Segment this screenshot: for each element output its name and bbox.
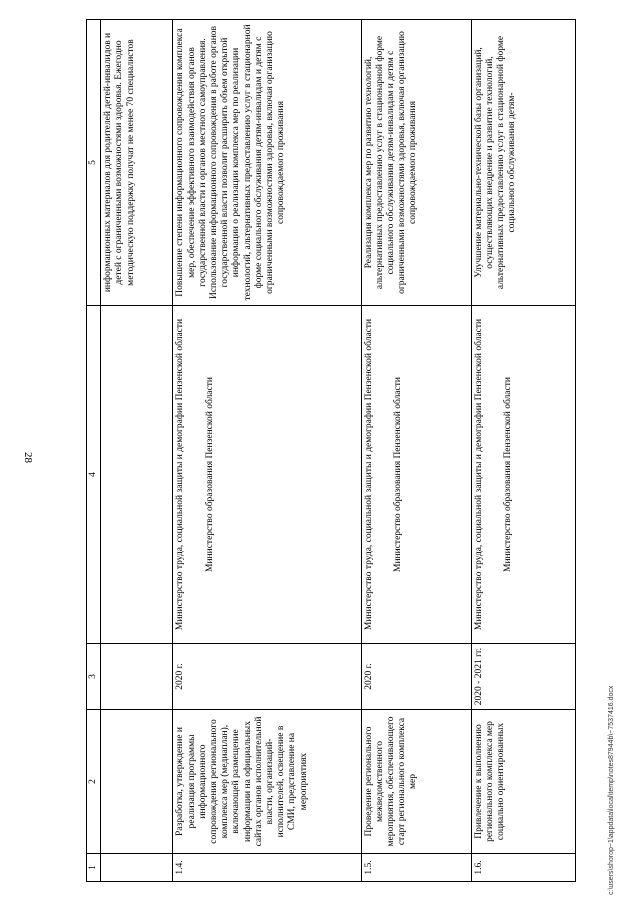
measures-table-container [86,20,576,882]
result-cell: Улучшение материально-технической базы организаций, осуществляющих внедрение и развитие технологий, альтернативных предоставлению услуг в стационарной форме социального обслуживания детям- [471,20,575,306]
column-header-5: 5 [87,20,101,306]
column-header-2: 2 [87,710,101,854]
agency-cell [471,306,575,644]
row-number: 1.4. [173,854,361,882]
column-header-4: 4 [87,306,101,644]
event-cell: Разработка, утверждение и реализация программы информационного сопровождения регионального комплекса мер (медиаплан), включающей размещение информации на официальных сайтах органов исполнительной власти, организаций-исполнителей, освещение в СМИ, представление на мероприятиях [173,710,361,854]
agency-secondary: Министерство образования Пензенской области [392,377,403,572]
measures-table [86,19,576,882]
table-row [361,20,471,882]
table-row [173,20,361,882]
agency-secondary: Министерство образования Пензенской области [503,377,513,572]
result-cell-continuation: информационных материалов для родителей детей-инвалидов и детей с ограниченными возможностями здоровья. Ежегодно методическую поддержку получат не менее 70 специалистов [101,20,173,306]
table-header-row [87,20,101,882]
row-number: 1.5. [361,854,471,882]
agency-primary: Министерство труда, социальной защиты и демографии Пензенской области [175,318,186,631]
term-cell: 2020 г. [361,644,471,710]
term-cell: 2020 г. [173,644,361,710]
page-number: 28 [22,452,34,463]
agency-cell [361,306,471,644]
row-number: 1.6. [471,854,575,882]
column-header-3: 3 [87,644,101,710]
agency-primary: Министерство труда, социальной защиты и демографии Пензенской области [473,318,484,631]
document-file-path: c:\users\shorop~1\appdata\local\temp\notes87944b\~7537416.docx [608,685,615,895]
event-cell: Привлечение к выполнению регионального комплекса мер социально ориентированных [471,710,575,854]
event-cell: Проведение регионального межведомственного мероприятия, обеспечивающего старт регионального комплекса мер [361,710,471,854]
table-row-continuation [101,20,173,882]
table-row [471,20,575,882]
column-header-1: 1 [87,854,101,882]
agency-primary: Министерство труда, социальной защиты и демографии Пензенской области [363,318,374,631]
result-cell: Повышение степени информационного сопровождения комплекса мер, обеспечение эффективного взаимодействия органов государственной власти и органов местного самоуправления. Использование информационного сопровождения в работе органов государственной власти позволит расширить объем открытой информации о реализации комплекса мер по реализации технологий, альтернативных предоставлению услуг в стационарной форме социального обслуживания детям-инвалидам и детям с ограниченными возможностями здоровья, включая организацию сопровождаемого проживания [173,20,361,306]
agency-cell [173,306,361,644]
result-cell: Реализация комплекса мер по развитию технологий, альтернативных предоставлению услуг в стационарной форме социального обслуживания детям-инвалидам и детям с ограниченными возможностями здоровья, включая организацию сопровождаемого проживания [361,20,471,306]
term-cell: 2020 - 2021 гг. [471,644,575,710]
agency-secondary: Министерство образования Пензенской области [204,377,215,572]
